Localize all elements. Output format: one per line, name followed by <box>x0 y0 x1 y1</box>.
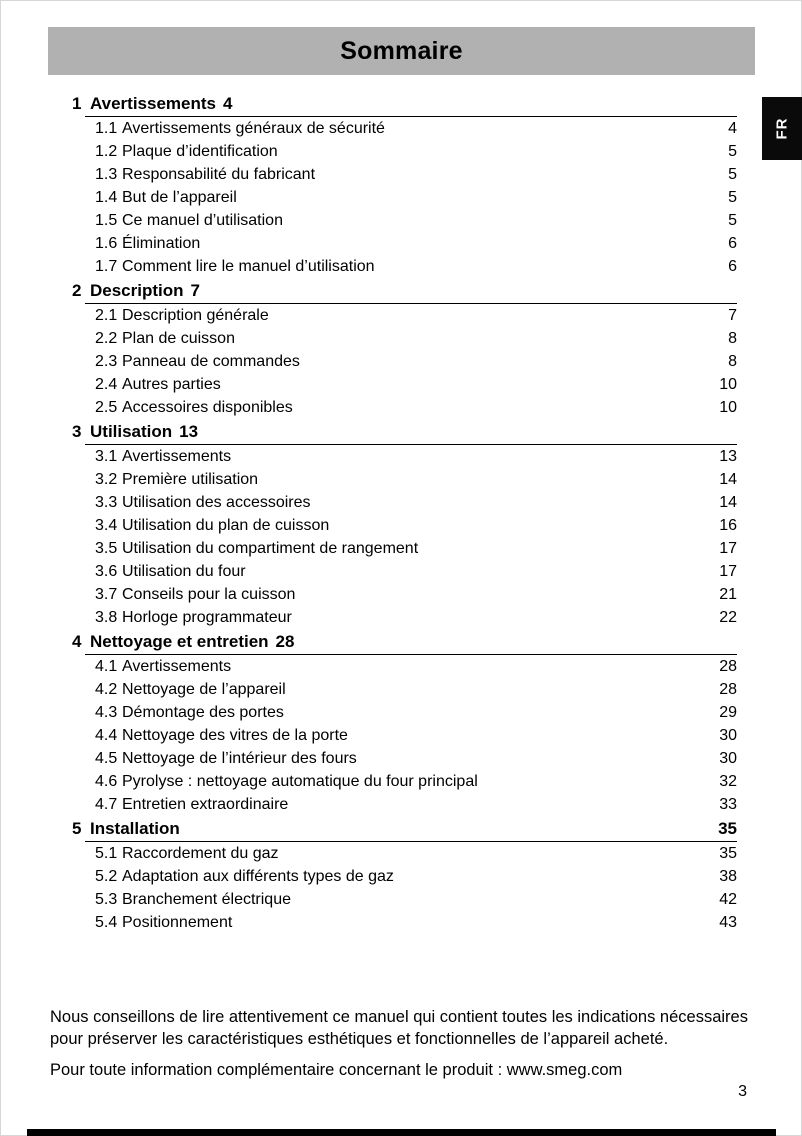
toc <box>66 91 737 934</box>
toc-item <box>66 232 737 255</box>
toc-item-number: 3.7 <box>95 586 118 603</box>
toc-item-title: Nettoyage de l’intérieur des fours <box>122 750 357 767</box>
toc-item-number: 3.4 <box>95 517 118 534</box>
toc-item-number: 1.1 <box>95 120 118 137</box>
toc-item-title: Avertissements <box>122 658 232 675</box>
toc-item-number: 2.1 <box>95 307 118 324</box>
toc-item-page: 28 <box>719 681 737 698</box>
language-tab-label: FR <box>773 117 791 140</box>
toc-item <box>66 163 737 186</box>
toc-item-number: 3.5 <box>95 540 118 557</box>
page-number: 3 <box>738 1083 747 1100</box>
toc-item <box>66 350 737 373</box>
toc-item <box>66 396 737 419</box>
toc-item-page: 29 <box>719 704 737 721</box>
toc-item <box>66 911 737 934</box>
toc-item-number: 5.3 <box>95 891 118 908</box>
toc-item-title: Raccordement du gaz <box>122 845 279 862</box>
toc-item-title: Conseils pour la cuisson <box>122 586 296 603</box>
toc-item-number: 4.3 <box>95 704 118 721</box>
toc-item <box>66 209 737 232</box>
toc-item-number: 5.2 <box>95 868 118 885</box>
toc-section-header <box>66 629 737 654</box>
section-number: 4 <box>72 632 82 651</box>
toc-item <box>66 327 737 350</box>
toc-item <box>66 186 737 209</box>
toc-item-number: 1.6 <box>95 235 118 252</box>
section-number: 5 <box>72 819 82 838</box>
toc-item-title: Autres parties <box>122 376 221 393</box>
section-number: 1 <box>72 94 82 113</box>
toc-item <box>66 255 737 278</box>
toc-item-number: 2.4 <box>95 376 118 393</box>
toc-item-page: 42 <box>719 891 737 908</box>
toc-item-number: 1.7 <box>95 258 118 275</box>
toc-item <box>66 842 737 865</box>
toc-item-number: 2.5 <box>95 399 118 416</box>
toc-item <box>66 865 737 888</box>
section-page: 13 <box>179 422 199 441</box>
toc-item-number: 3.3 <box>95 494 118 511</box>
toc-item-title: Adaptation aux différents types de gaz <box>122 868 394 885</box>
section-page: 4 <box>223 94 233 113</box>
section-number: 2 <box>72 281 82 300</box>
toc-item-title: Positionnement <box>122 914 233 931</box>
toc-item-page: 5 <box>728 189 737 206</box>
toc-item-title: Description générale <box>122 307 269 324</box>
toc-item-number: 5.1 <box>95 845 118 862</box>
toc-item-page: 10 <box>719 399 737 416</box>
toc-item-number: 4.4 <box>95 727 118 744</box>
toc-item-page: 6 <box>728 258 737 275</box>
toc-item-page: 13 <box>719 448 737 465</box>
toc-section-header <box>66 91 737 116</box>
toc-item-page: 35 <box>719 845 737 862</box>
toc-item-title: Utilisation du four <box>122 563 246 580</box>
toc-item <box>66 770 737 793</box>
toc-item-page: 8 <box>728 353 737 370</box>
toc-item-page: 32 <box>719 773 737 790</box>
toc-item-number: 3.1 <box>95 448 118 465</box>
toc-item-title: Nettoyage des vitres de la porte <box>122 727 348 744</box>
footer-paragraph-2: Pour toute information complémentaire concernant le produit : www.smeg.com <box>50 1060 623 1079</box>
toc-item-page: 14 <box>719 471 737 488</box>
toc-item <box>66 888 737 911</box>
section-title: Description <box>90 281 184 300</box>
toc-item-page: 17 <box>719 563 737 580</box>
toc-item-page: 7 <box>728 307 737 324</box>
toc-item-title: Plan de cuisson <box>122 330 235 347</box>
toc-item-number: 4.5 <box>95 750 118 767</box>
toc-item-page: 10 <box>719 376 737 393</box>
toc-item <box>66 701 737 724</box>
toc-item <box>66 747 737 770</box>
section-title: Avertissements <box>90 94 216 113</box>
toc-item-title: Branchement électrique <box>122 891 291 908</box>
toc-item-number: 1.3 <box>95 166 118 183</box>
toc-item-page: 28 <box>719 658 737 675</box>
toc-item-title: Plaque d’identification <box>122 143 278 160</box>
toc-item-page: 43 <box>719 914 737 931</box>
toc-item-title: Pyrolyse : nettoyage automatique du four principal <box>122 773 478 790</box>
toc-section-header <box>66 419 737 444</box>
section-title: Nettoyage et entretien <box>90 632 269 651</box>
section-number: 3 <box>72 422 82 441</box>
toc-item <box>66 655 737 678</box>
page-title-banner <box>48 27 755 75</box>
toc-item <box>66 514 737 537</box>
toc-item-title: Comment lire le manuel d’utilisation <box>122 258 375 275</box>
toc-item-number: 3.6 <box>95 563 118 580</box>
page-title: Sommaire <box>340 36 463 65</box>
toc-item-title: Nettoyage de l’appareil <box>122 681 286 698</box>
toc-item-number: 1.2 <box>95 143 118 160</box>
toc-section-header <box>66 816 737 841</box>
toc-item-number: 5.4 <box>95 914 118 931</box>
toc-item-number: 1.4 <box>95 189 118 206</box>
toc-item-title: Utilisation du plan de cuisson <box>122 517 330 534</box>
toc-item-number: 4.1 <box>95 658 118 675</box>
toc-item-title: Entretien extraordinaire <box>122 796 289 813</box>
toc-item <box>66 491 737 514</box>
toc-item <box>66 537 737 560</box>
toc-item-number: 4.6 <box>95 773 118 790</box>
toc-item-page: 22 <box>719 609 737 626</box>
toc-section <box>66 278 737 419</box>
toc-section <box>66 629 737 816</box>
toc-section <box>66 816 737 934</box>
toc-item-title: Avertissements <box>122 448 232 465</box>
toc-section <box>66 419 737 629</box>
toc-item-number: 2.3 <box>95 353 118 370</box>
toc-item-page: 5 <box>728 212 737 229</box>
toc-item <box>66 304 737 327</box>
toc-item-title: Utilisation des accessoires <box>122 494 311 511</box>
toc-item <box>66 117 737 140</box>
toc-item <box>66 445 737 468</box>
section-title: Installation <box>90 819 180 838</box>
toc-item-page: 30 <box>719 750 737 767</box>
toc-item-title: Première utilisation <box>122 471 259 488</box>
toc-item <box>66 724 737 747</box>
toc-item-title: Élimination <box>122 235 201 252</box>
toc-item-number: 3.8 <box>95 609 118 626</box>
section-page: 7 <box>190 281 200 300</box>
toc-item-number: 3.2 <box>95 471 118 488</box>
toc-item-page: 38 <box>719 868 737 885</box>
toc-item-title: Panneau de commandes <box>122 353 300 370</box>
toc-item-title: Démontage des portes <box>122 704 284 721</box>
toc-item <box>66 606 737 629</box>
toc-item-number: 2.2 <box>95 330 118 347</box>
toc-item <box>66 583 737 606</box>
toc-item-title: But de l’appareil <box>122 189 237 206</box>
toc-item-page: 30 <box>719 727 737 744</box>
toc-item <box>66 678 737 701</box>
toc-item <box>66 560 737 583</box>
toc-item-title: Ce manuel d’utilisation <box>122 212 283 229</box>
toc-item-title: Horloge programmateur <box>122 609 292 626</box>
toc-item-page: 6 <box>728 235 737 252</box>
toc-item <box>66 140 737 163</box>
toc-item <box>66 793 737 816</box>
language-tab <box>762 97 802 160</box>
toc-item-page: 8 <box>728 330 737 347</box>
toc-item-page: 21 <box>719 586 737 603</box>
toc-item-page: 5 <box>728 143 737 160</box>
toc-item-number: 4.7 <box>95 796 118 813</box>
toc-item-title: Utilisation du compartiment de rangement <box>122 540 419 557</box>
section-page: 35 <box>718 819 737 838</box>
toc-item-page: 4 <box>728 120 737 137</box>
toc-item <box>66 468 737 491</box>
bottom-bar <box>27 1129 776 1136</box>
toc-section-header <box>66 278 737 303</box>
toc-item-number: 1.5 <box>95 212 118 229</box>
toc-item <box>66 373 737 396</box>
section-title: Utilisation <box>90 422 173 441</box>
toc-item-title: Accessoires disponibles <box>122 399 293 416</box>
toc-item-page: 5 <box>728 166 737 183</box>
footer-paragraph-1: Nous conseillons de lire attentivement ce manuel qui contient toutes les indications nécessaires pour préserver les caractéristiques esthétiques et fonctionnelles de l’appareil acheté. <box>50 1008 748 1048</box>
footer <box>50 1007 760 1081</box>
toc-item-number: 4.2 <box>95 681 118 698</box>
toc-item-title: Responsabilité du fabricant <box>122 166 316 183</box>
section-page: 28 <box>275 632 295 651</box>
toc-item-page: 14 <box>719 494 737 511</box>
toc-section <box>66 91 737 278</box>
toc-item-title: Avertissements généraux de sécurité <box>122 120 385 137</box>
toc-item-page: 33 <box>719 796 737 813</box>
toc-item-page: 16 <box>719 517 737 534</box>
toc-item-page: 17 <box>719 540 737 557</box>
